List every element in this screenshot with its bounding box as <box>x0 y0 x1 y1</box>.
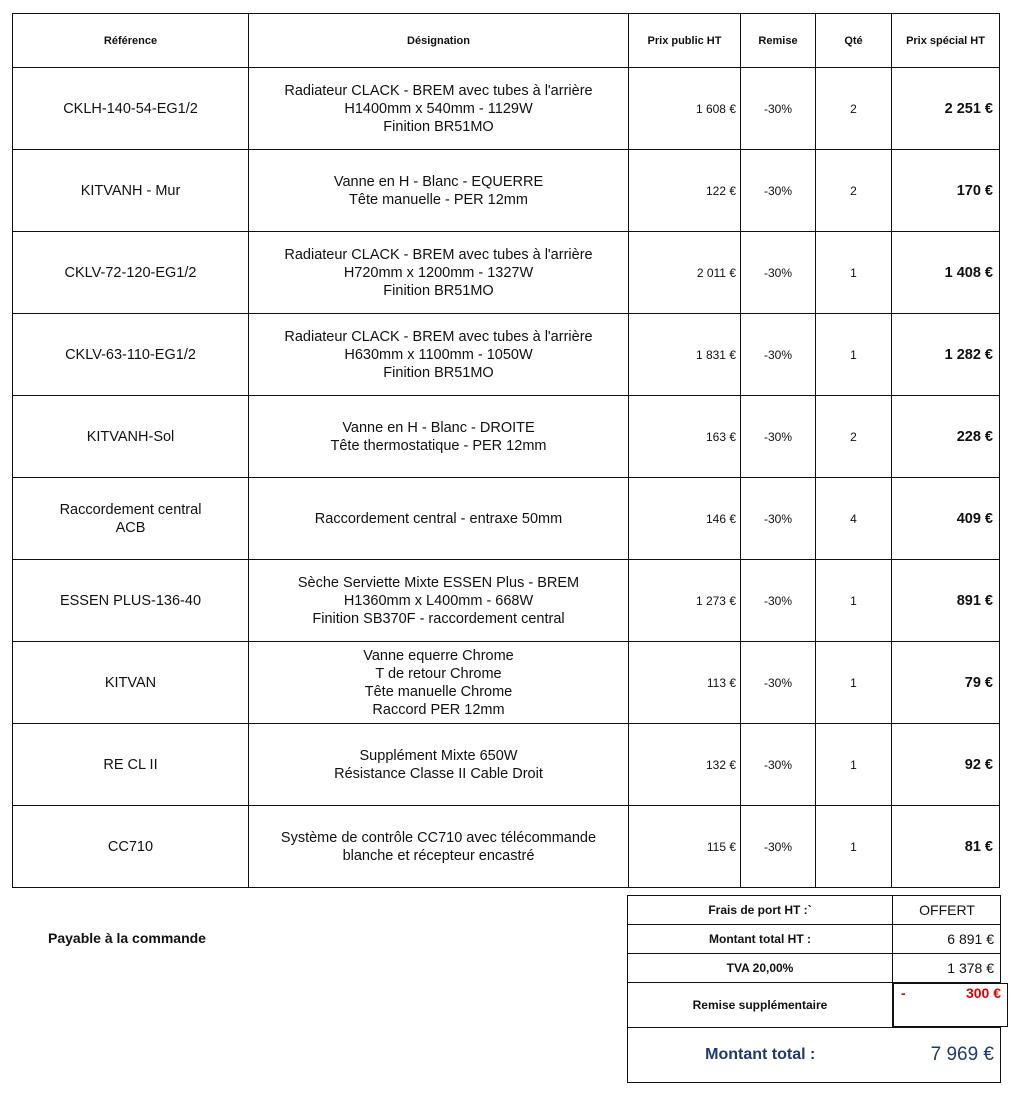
header-qte: Qté <box>816 14 892 68</box>
cell-prix-public: 2 011 € <box>629 232 741 314</box>
cell-prix-special: 891 € <box>892 560 1000 642</box>
cell-designation <box>249 724 629 806</box>
cell-prix-public: 113 € <box>629 642 741 724</box>
cell-prix-public: 122 € <box>629 150 741 232</box>
table-row <box>13 396 1000 478</box>
reference-line: KITVANH - Mur <box>80 182 181 199</box>
header-remise: Remise <box>741 14 816 68</box>
cell-designation <box>249 232 629 314</box>
extra-discount-sign: - <box>901 985 906 1001</box>
cell-qte: 2 <box>816 68 892 150</box>
reference-line: RE CL II <box>103 756 158 773</box>
cell-designation <box>249 478 629 560</box>
designation-line: Radiateur CLACK - BREM avec tubes à l'arrière <box>284 246 593 263</box>
table-row <box>13 642 1000 724</box>
designation-line: Vanne equerre Chrome <box>363 647 514 664</box>
tva-label: TVA 20,00% <box>628 954 893 983</box>
shipping-label: Frais de port HT :` <box>628 896 893 925</box>
header-designation: Désignation <box>249 14 629 68</box>
cell-qte: 1 <box>816 560 892 642</box>
designation-line: Vanne en H - Blanc - EQUERRE <box>333 173 544 190</box>
cell-prix-public: 146 € <box>629 478 741 560</box>
designation-line: Raccordement central - entraxe 50mm <box>314 510 563 527</box>
cell-qte: 1 <box>816 232 892 314</box>
designation-line: Finition BR51MO <box>383 364 494 381</box>
designation-line: Radiateur CLACK - BREM avec tubes à l'arrière <box>284 82 593 99</box>
cell-remise: -30% <box>741 314 816 396</box>
cell-prix-special: 409 € <box>892 478 1000 560</box>
cell-prix-special: 2 251 € <box>892 68 1000 150</box>
cell-remise: -30% <box>741 724 816 806</box>
cell-remise: -30% <box>741 806 816 888</box>
cell-prix-special: 81 € <box>892 806 1000 888</box>
designation-line: Résistance Classe II Cable Droit <box>334 765 543 782</box>
extra-discount-value: 300 € <box>965 985 1001 1001</box>
cell-prix-special: 170 € <box>892 150 1000 232</box>
designation-line: T de retour Chrome <box>375 665 502 682</box>
header-reference: Référence <box>13 14 249 68</box>
cell-reference <box>13 150 249 232</box>
total-ht-row <box>628 925 1001 954</box>
designation-line: Tête thermostatique - PER 12mm <box>330 437 547 454</box>
cell-designation <box>249 150 629 232</box>
table-row <box>13 150 1000 232</box>
payment-terms: Payable à la commande <box>48 930 206 946</box>
cell-remise: -30% <box>741 68 816 150</box>
cell-prix-special: 1 282 € <box>892 314 1000 396</box>
cell-reference <box>13 642 249 724</box>
table-row <box>13 560 1000 642</box>
designation-line: Finition BR51MO <box>383 118 494 135</box>
header-row <box>13 14 1000 68</box>
cell-remise: -30% <box>741 150 816 232</box>
table-row <box>13 806 1000 888</box>
designation-line: Raccord PER 12mm <box>372 701 505 718</box>
table-row <box>13 232 1000 314</box>
cell-designation <box>249 68 629 150</box>
cell-remise: -30% <box>741 396 816 478</box>
cell-designation <box>249 560 629 642</box>
cell-qte: 1 <box>816 724 892 806</box>
cell-designation <box>249 396 629 478</box>
extra-discount-label: Remise supplémentaire <box>628 983 893 1028</box>
cell-remise: -30% <box>741 560 816 642</box>
cell-qte: 1 <box>816 314 892 396</box>
cell-prix-special: 79 € <box>892 642 1000 724</box>
cell-prix-special: 92 € <box>892 724 1000 806</box>
designation-line: Finition SB370F - raccordement central <box>312 610 565 627</box>
table-row <box>13 478 1000 560</box>
reference-line: ACB <box>115 519 146 536</box>
cell-reference <box>13 68 249 150</box>
cell-qte: 2 <box>816 396 892 478</box>
grand-total-label: Montant total : <box>628 1028 893 1083</box>
designation-line: H1360mm x L400mm - 668W <box>343 592 534 609</box>
designation-line: blanche et récepteur encastré <box>342 847 535 864</box>
cell-reference <box>13 396 249 478</box>
cell-prix-public: 132 € <box>629 724 741 806</box>
total-ht-label: Montant total HT : <box>628 925 893 954</box>
cell-reference <box>13 806 249 888</box>
cell-prix-public: 115 € <box>629 806 741 888</box>
cell-reference <box>13 724 249 806</box>
table-row <box>13 68 1000 150</box>
designation-line: Radiateur CLACK - BREM avec tubes à l'arrière <box>284 328 593 345</box>
cell-reference <box>13 314 249 396</box>
cell-qte: 4 <box>816 478 892 560</box>
cell-qte: 1 <box>816 806 892 888</box>
cell-qte: 2 <box>816 150 892 232</box>
extra-discount-row <box>628 983 1001 1028</box>
reference-line: KITVAN <box>104 674 157 691</box>
summary-table <box>627 895 1001 1083</box>
cell-reference <box>13 232 249 314</box>
designation-line: Tête manuelle Chrome <box>364 683 513 700</box>
table-row <box>13 724 1000 806</box>
reference-line: KITVANH-Sol <box>86 428 175 445</box>
reference-line: Raccordement central <box>59 501 202 518</box>
grand-total-row <box>628 1028 1001 1083</box>
header-prix-special: Prix spécial HT <box>892 14 1000 68</box>
cell-designation <box>249 314 629 396</box>
quote-table <box>12 13 1000 888</box>
cell-prix-public: 1 608 € <box>629 68 741 150</box>
tva-row <box>628 954 1001 983</box>
header-prix-public: Prix public HT <box>629 14 741 68</box>
designation-line: Vanne en H - Blanc - DROITE <box>342 419 535 436</box>
cell-prix-special: 1 408 € <box>892 232 1000 314</box>
cell-prix-public: 1 273 € <box>629 560 741 642</box>
cell-remise: -30% <box>741 232 816 314</box>
cell-prix-special: 228 € <box>892 396 1000 478</box>
designation-line: H720mm x 1200mm - 1327W <box>343 264 534 281</box>
designation-line: Tête manuelle - PER 12mm <box>349 191 528 208</box>
designation-line: Supplément Mixte 650W <box>359 747 518 764</box>
reference-line: CKLV-63-110-EG1/2 <box>65 346 196 363</box>
cell-designation <box>249 806 629 888</box>
designation-line: H1400mm x 540mm - 1129W <box>344 100 533 117</box>
shipping-row <box>628 896 1001 925</box>
designation-line: Système de contrôle CC710 avec télécommande <box>280 829 597 846</box>
cell-reference <box>13 560 249 642</box>
designation-line: Sèche Serviette Mixte ESSEN Plus - BREM <box>297 574 580 591</box>
reference-line: CKLV-72-120-EG1/2 <box>64 264 197 281</box>
cell-prix-public: 1 831 € <box>629 314 741 396</box>
tva-value: 1 378 € <box>893 954 1001 983</box>
cell-prix-public: 163 € <box>629 396 741 478</box>
reference-line: CKLH-140-54-EG1/2 <box>63 100 198 117</box>
reference-line: CC710 <box>107 838 154 855</box>
reference-line: ESSEN PLUS-136-40 <box>59 592 202 609</box>
total-ht-value: 6 891 € <box>893 925 1001 954</box>
designation-line: H630mm x 1100mm - 1050W <box>344 346 533 363</box>
extra-discount-cell <box>893 983 1008 1027</box>
cell-remise: -30% <box>741 642 816 724</box>
shipping-value: OFFERT <box>893 896 1001 925</box>
cell-remise: -30% <box>741 478 816 560</box>
designation-line: Finition BR51MO <box>383 282 494 299</box>
cell-reference <box>13 478 249 560</box>
cell-qte: 1 <box>816 642 892 724</box>
cell-designation <box>249 642 629 724</box>
grand-total-value: 7 969 € <box>893 1028 1001 1083</box>
table-row <box>13 314 1000 396</box>
